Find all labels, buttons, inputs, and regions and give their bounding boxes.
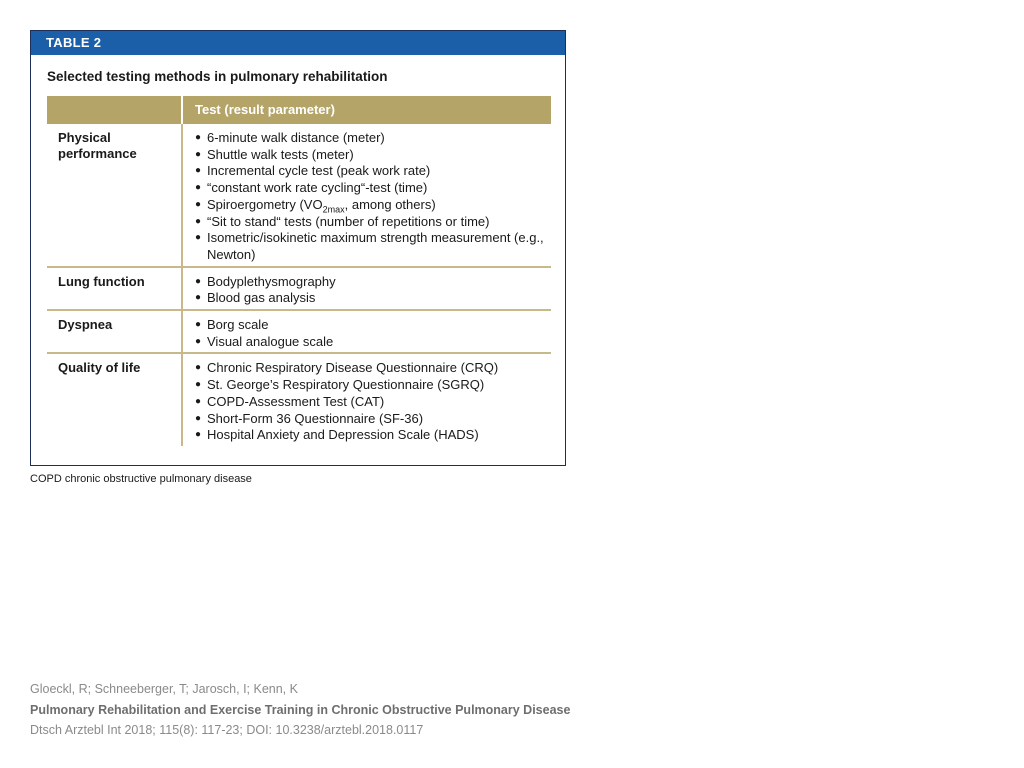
bullet-icon: ●: [195, 232, 202, 244]
list-item-text: 6-minute walk distance (meter): [207, 130, 385, 145]
list-item: [195, 230, 551, 263]
citation: [30, 679, 570, 741]
list-item-text: “Sit to stand“ tests (number of repetitions or time): [207, 213, 490, 229]
table-grid: [47, 96, 551, 446]
column-header-empty: [47, 96, 183, 124]
list-item-text-part: , among others): [344, 196, 436, 212]
list-item-text: Bodyplethysmography: [207, 273, 336, 289]
bullet-icon: ●: [195, 215, 202, 227]
subscript: 2max: [322, 204, 345, 215]
list-item: [195, 427, 551, 444]
bullet-icon: ●: [195, 429, 202, 441]
row-tests: [183, 311, 551, 352]
table-row: [47, 268, 551, 311]
list-item: [195, 360, 551, 377]
list-item-text: Hospital Anxiety and Depression Scale (HADS): [207, 427, 479, 443]
bullet-icon: ●: [195, 362, 202, 374]
list-item: [195, 334, 551, 351]
list-item: [195, 180, 551, 197]
bullet-icon: ●: [195, 319, 202, 331]
list-item: [195, 274, 551, 291]
bullet-icon: ●: [195, 165, 202, 177]
row-category-line: performance: [58, 146, 137, 161]
row-category: [47, 354, 183, 446]
table-row: [47, 124, 551, 268]
column-header-row: [47, 96, 551, 124]
list-item-text: Short-Form 36 Questionnaire (SF-36): [207, 410, 424, 426]
table-footnote: COPD chronic obstructive pulmonary disease: [30, 473, 252, 485]
citation-title: Pulmonary Rehabilitation and Exercise Training in Chronic Obstructive Pulmonary Disease: [30, 702, 571, 717]
list-item-text: Borg scale: [207, 317, 269, 333]
list-item-text-part: Spiroergometry (VO: [207, 196, 323, 212]
row-category-line: Physical: [58, 130, 111, 145]
list-item: [195, 394, 551, 411]
list-item-text: Isometric/isokinetic maximum strength measurement (e.g., Newton): [207, 230, 544, 262]
list-item-text: Incremental cycle test (peak work rate): [207, 163, 431, 179]
list-item: [195, 130, 551, 147]
bullet-icon: ●: [195, 412, 202, 424]
list-item: [195, 377, 551, 394]
bullet-icon: ●: [195, 292, 202, 304]
bullet-icon: ●: [195, 132, 202, 143]
list-item: [195, 290, 551, 307]
list-item-text: St. George’s Respiratory Questionnaire (SGRQ): [207, 377, 485, 393]
list-item: [195, 163, 551, 180]
row-category-line: Lung function: [58, 273, 145, 289]
bullet-icon: ●: [195, 148, 202, 160]
list-item-text: Shuttle walk tests (meter): [207, 146, 354, 162]
table-caption: Selected testing methods in pulmonary rehabilitation: [47, 69, 388, 84]
row-category: [47, 311, 183, 352]
bullet-icon: ●: [195, 275, 202, 287]
row-tests: [183, 268, 551, 309]
row-category: [47, 268, 183, 309]
column-header-test: Test (result parameter): [195, 102, 335, 117]
citation-authors: Gloeckl, R; Schneeberger, T; Jarosch, I; Kenn, K: [30, 682, 298, 696]
row-category: [47, 124, 183, 266]
bullet-icon: ●: [195, 198, 202, 210]
table-figure: [30, 30, 566, 466]
list-item-text: [207, 197, 551, 214]
list-item: [195, 197, 551, 214]
list-item-text: “constant work rate cycling“-test (time): [207, 180, 428, 196]
bullet-icon: ●: [195, 379, 202, 391]
row-tests: [183, 354, 551, 446]
table-row: [47, 311, 551, 354]
row-tests: [183, 124, 551, 266]
row-category-line: Quality of life: [58, 360, 141, 376]
bullet-icon: ●: [195, 182, 202, 194]
table-body: [47, 124, 551, 446]
list-item-text: Blood gas analysis: [207, 290, 316, 306]
table-row: [47, 354, 551, 446]
bullet-icon: ●: [195, 335, 202, 347]
list-item: [195, 147, 551, 164]
table-label: TABLE 2: [31, 31, 565, 55]
list-item-text: Chronic Respiratory Disease Questionnaire (CRQ): [207, 360, 499, 376]
citation-source: Dtsch Arztebl Int 2018; 115(8): 117-23; DOI: 10.3238/arztebl.2018.0117: [30, 723, 424, 737]
list-item: [195, 411, 551, 428]
list-item: [195, 214, 551, 231]
list-item-text: COPD-Assessment Test (CAT): [207, 393, 385, 409]
row-category-line: Dyspnea: [58, 317, 113, 333]
list-item: [195, 317, 551, 334]
list-item-text: Visual analogue scale: [207, 333, 334, 349]
bullet-icon: ●: [195, 395, 202, 407]
